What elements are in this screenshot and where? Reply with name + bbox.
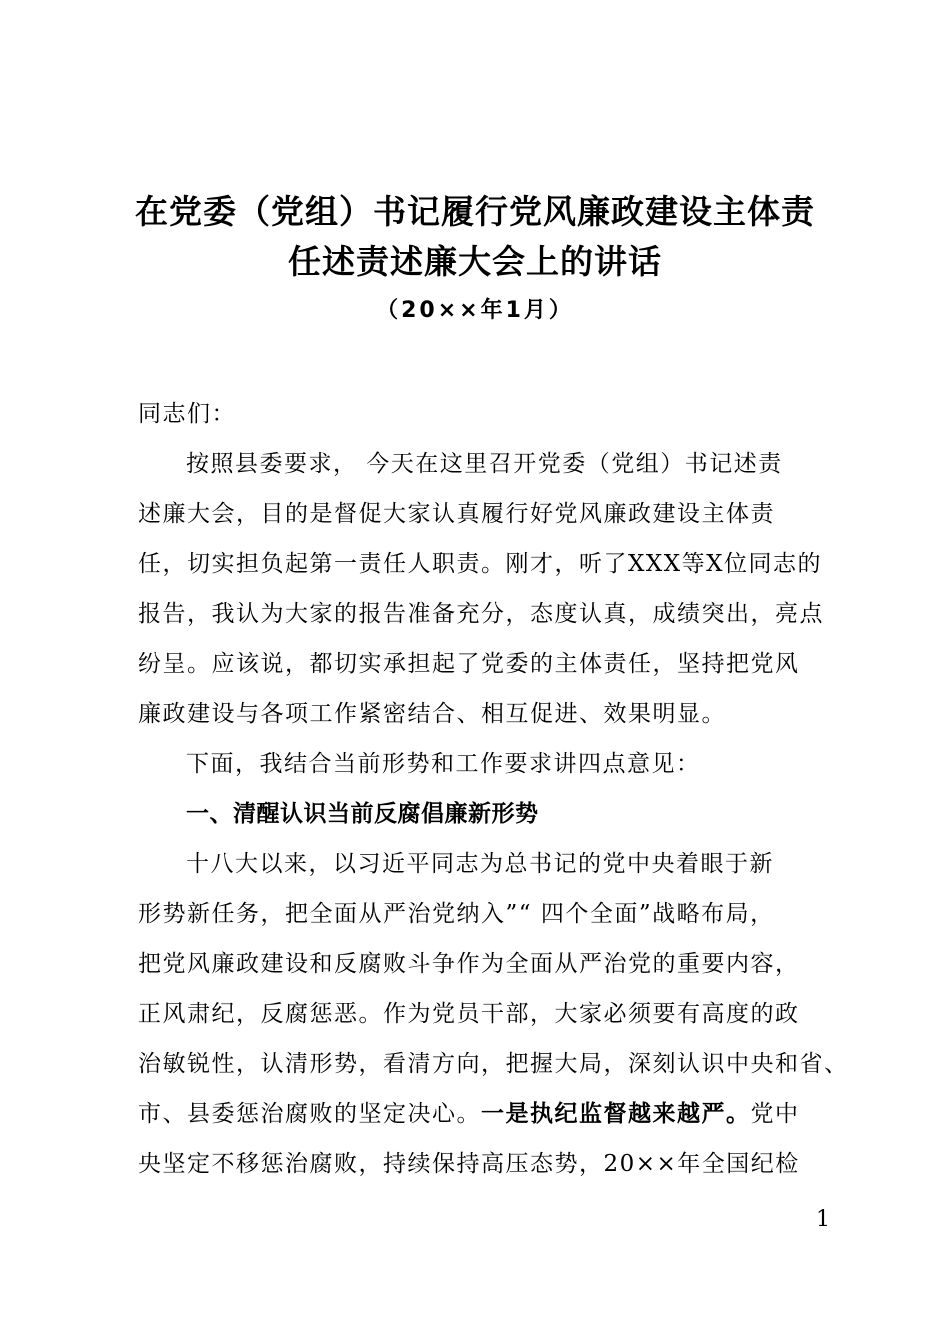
body-text: 党中 [750, 1101, 800, 1127]
body-line: 下面，我结合当前形势和工作要求讲四点意见： [186, 751, 701, 777]
page-number: 1 [816, 1207, 830, 1232]
body-line [138, 1096, 813, 1132]
body-line: 按照县委要求， 今天在这里召开党委（党组）书记述责 [186, 451, 783, 477]
body-line: 正风肃纪，反腐惩恶。作为党员干部，大家必须要有高度的政 [138, 1001, 800, 1027]
document-date: （20××年1月） [376, 298, 574, 323]
body-line: 把党风廉政建设和反腐败斗争作为全面从严治党的重要内容， [138, 951, 800, 977]
document-title-line-1: 在党委（党组）书记履行党风廉政建设主体责 [135, 192, 815, 231]
body-line: 治敏锐性，认清形势，看清方向，把握大局，深刻认识中央和省、 [138, 1051, 849, 1077]
body-line: 述廉大会，目的是督促大家认真履行好党风廉政建设主体责 [138, 501, 775, 527]
body-line: 央坚定不移惩治腐败，持续保持高压态势，20××年全国纪检 [138, 1151, 800, 1177]
body-line: 报告，我认为大家的报告准备充分，态度认真，成绩突出，亮点 [138, 601, 824, 627]
body-line: 形势新任务，把全面从严治党纳入”“ 四个全面”战略布局， [138, 901, 775, 927]
emphasis-text: 一是执纪监督越来越严。 [481, 1100, 751, 1127]
body-line: 任，切实担负起第一责任人职责。刚才，听了XXX等X位同志的 [138, 551, 822, 577]
body-line: 纷呈。应该说，都切实承担起了党委的主体责任，坚持把党风 [138, 651, 800, 677]
body-text: 市、县委惩治腐败的坚定决心。 [138, 1101, 481, 1127]
salutation: 同志们： [138, 401, 236, 427]
body-line: 廉政建设与各项工作紧密结合、相互促进、效果明显。 [138, 701, 726, 727]
document-title-line-2: 任述责述廉大会上的讲话 [288, 242, 662, 281]
section-heading: 一、清醒认识当前反腐倡廉新形势 [186, 801, 539, 827]
body-line: 十八大以来，以习近平同志为总书记的党中央着眼于新 [186, 851, 774, 877]
